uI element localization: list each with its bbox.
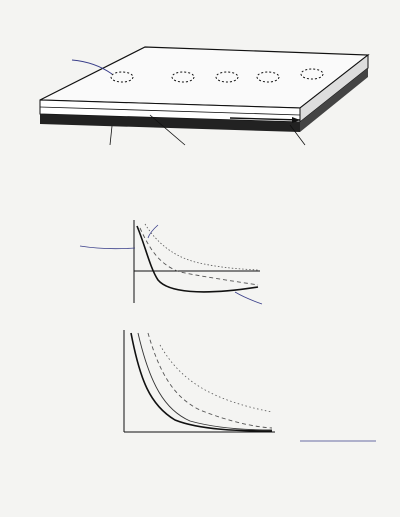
plot-a bbox=[80, 220, 262, 304]
extended-hubbard-curve bbox=[140, 228, 258, 285]
plot-b bbox=[124, 330, 376, 441]
dotted-curve-b bbox=[160, 345, 272, 412]
hubbard-curve bbox=[145, 224, 258, 270]
extended-hubbard-curve-b bbox=[138, 333, 272, 430]
device-schematic bbox=[40, 47, 368, 132]
